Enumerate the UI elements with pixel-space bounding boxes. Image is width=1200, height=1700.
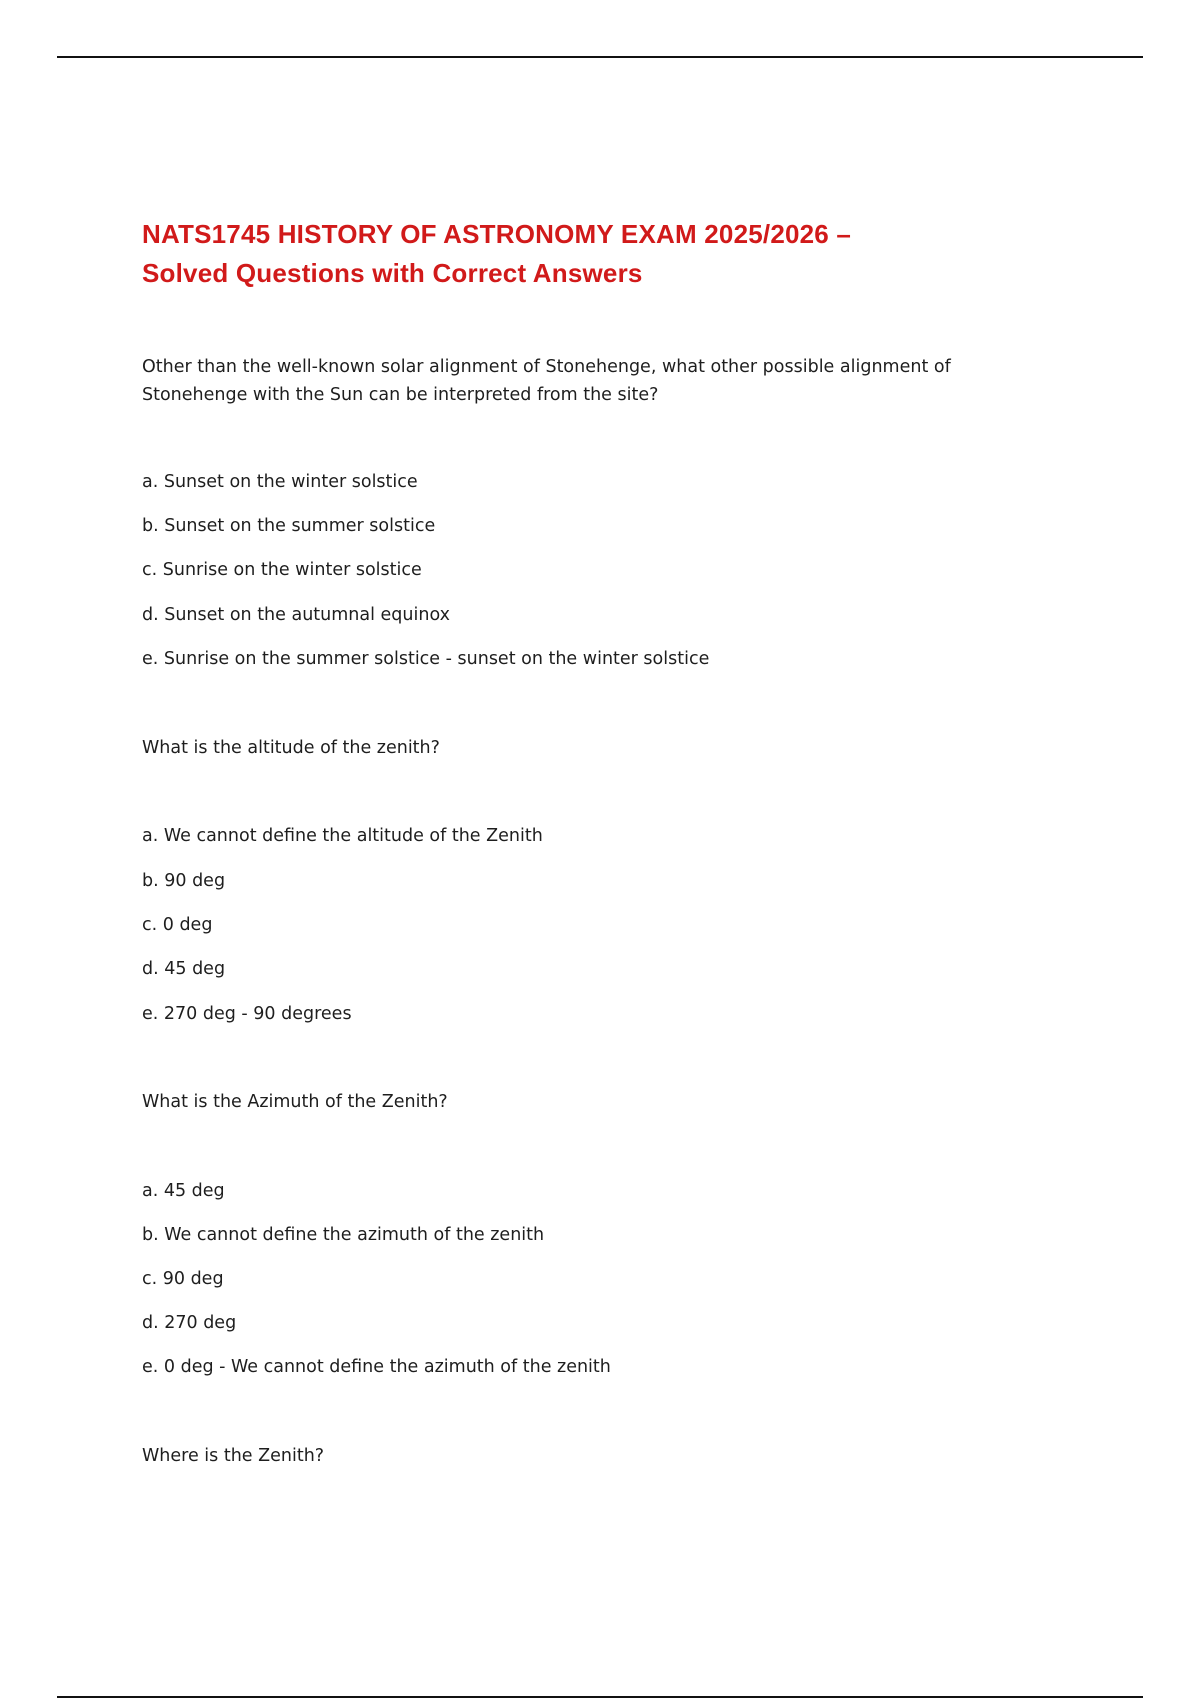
question-1-option-b: b. Sunset on the summer solstice [142, 516, 436, 536]
question-2-option-b: b. 90 deg [142, 871, 226, 891]
question-3-prompt: What is the Azimuth of the Zenith? [142, 1092, 448, 1112]
question-1-prompt: Other than the well-known solar alignment of Stonehenge, what other possible alignment of Stonehenge with the Sun can be interpreted from the site? [142, 357, 951, 405]
question-2-option-d: d. 45 deg [142, 959, 226, 979]
question-1-option-d: d. Sunset on the autumnal equinox [142, 605, 450, 625]
footer-rule [57, 1696, 1143, 1698]
question-2-option-e: e. 270 deg - 90 degrees [142, 1004, 352, 1024]
question-3-option-d: d. 270 deg [142, 1313, 237, 1333]
question-2-prompt: What is the altitude of the zenith? [142, 738, 440, 758]
question-2-option-a: a. We cannot define the altitude of the Zenith [142, 826, 543, 846]
question-2-option-c: c. 0 deg [142, 915, 213, 935]
document-title [142, 215, 1042, 293]
question-3-option-c: c. 90 deg [142, 1269, 224, 1289]
question-3-option-e: e. 0 deg - We cannot define the azimuth of the zenith [142, 1357, 611, 1377]
title-line-1: NATS1745 HISTORY OF ASTRONOMY EXAM 2025/2026 – [142, 219, 852, 249]
question-3-option-b: b. We cannot define the azimuth of the zenith [142, 1225, 545, 1245]
title-line-2: Solved Questions with Correct Answers [142, 258, 643, 288]
question-4-prompt: Where is the Zenith? [142, 1446, 325, 1466]
question-3-option-a: a. 45 deg [142, 1181, 225, 1201]
question-1-option-c: c. Sunrise on the winter solstice [142, 560, 422, 580]
header-rule [57, 56, 1143, 58]
question-1-option-a: a. Sunset on the winter solstice [142, 472, 418, 492]
question-1-option-e: e. Sunrise on the summer solstice - sunset on the winter solstice [142, 649, 710, 669]
